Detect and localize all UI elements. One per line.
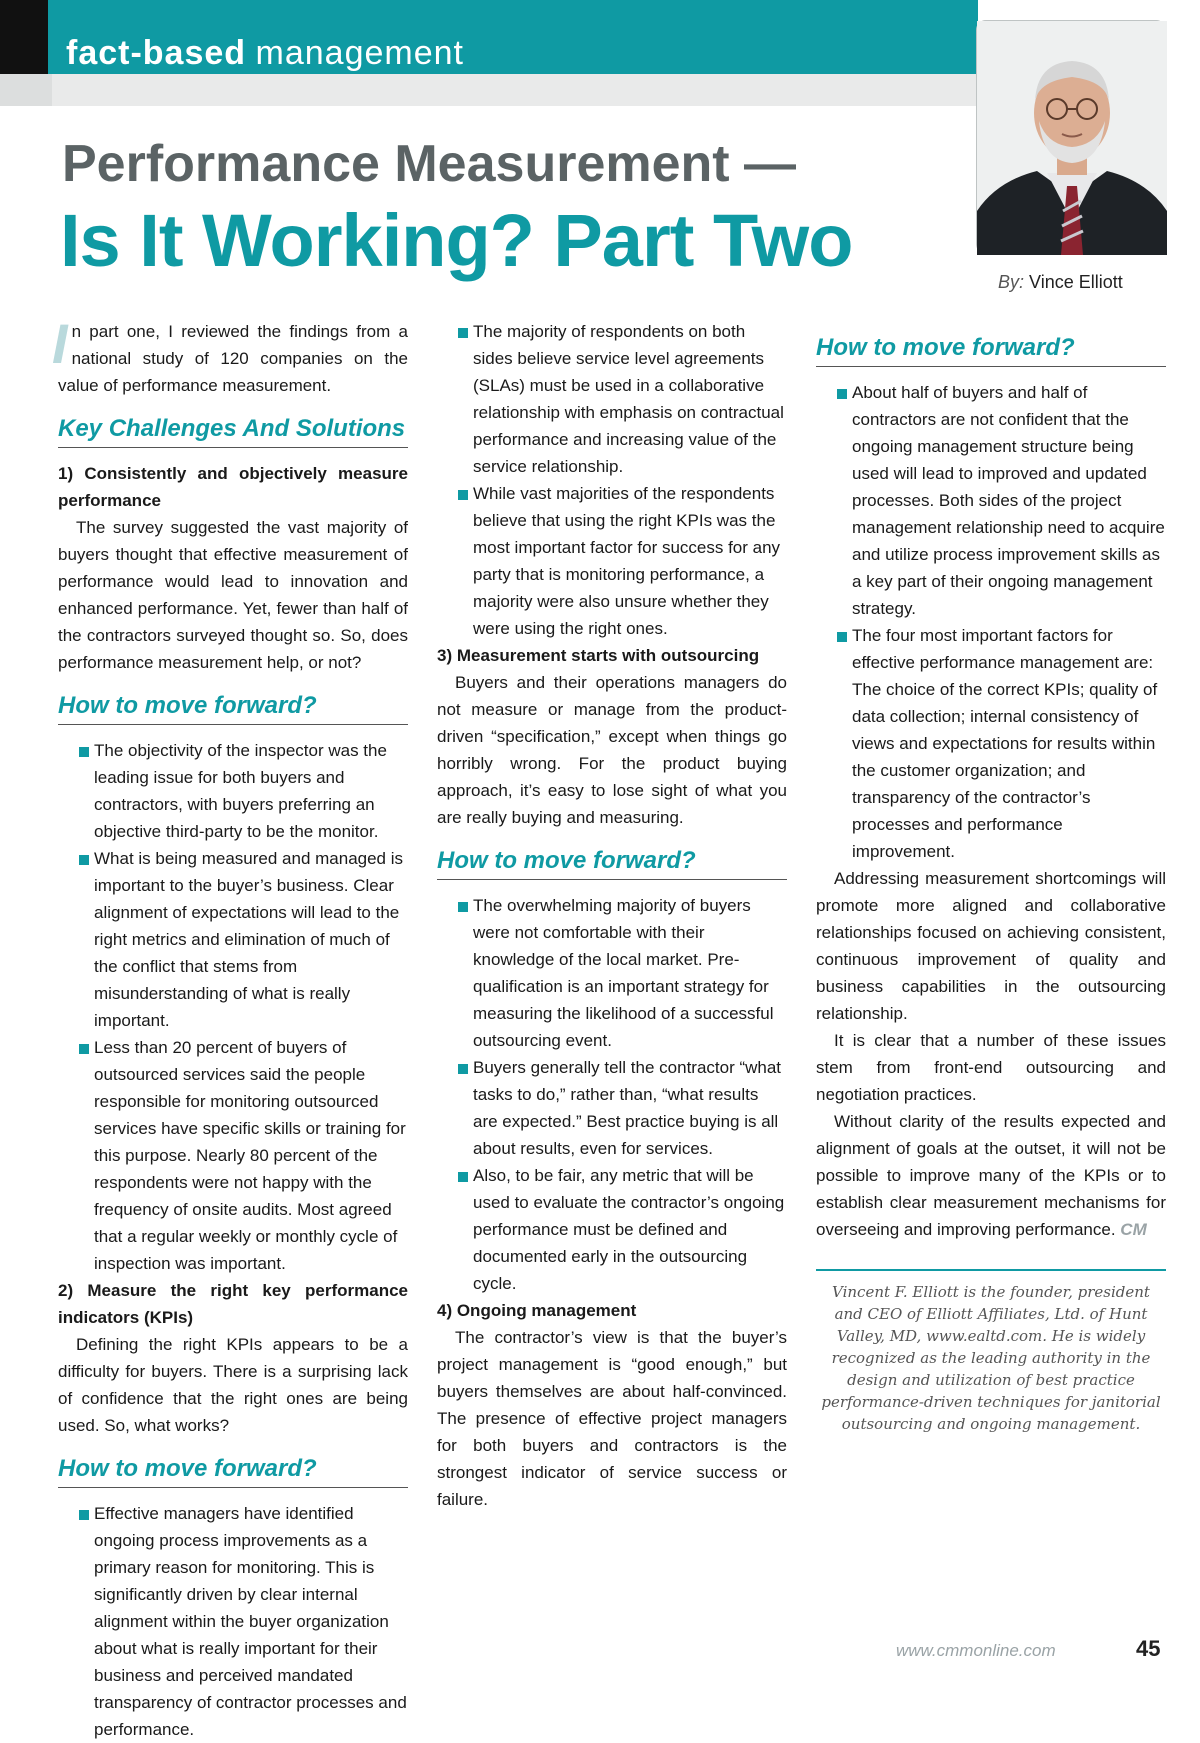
- bullet-item: While vast majorities of the respondents believe that using the right KPIs was the most important factor for success for any party that is monitoring performance, a majority were also unsure whether they were using the right ones.: [437, 480, 787, 642]
- section-2-body: Defining the right KPIs appears to be a difficulty for buyers. There is a surprising lack of confidence that the right ones are being used. So, what works?: [58, 1335, 408, 1435]
- column-3: [816, 318, 1166, 1435]
- section-3-body: Buyers and their operations managers do not measure or manage from the product-driven “specification,” except when things go horribly wrong. For the product buying approach, it’s easy to lose sight of what you are really buying and measuring.: [437, 673, 787, 827]
- closing-paragraph-3-text: Without clarity of the results expected and alignment of goals at the outset, it will not be possible to improve many of the KPIs or to establish clear measurement mechanisms for overseeing and improving performance.: [816, 1112, 1166, 1239]
- bullet-item: About half of buyers and half of contractors are not confident that the ongoing management structure being used will lead to improved and updated processes. Both sides of the project management relationship need to acquire and utilize process improvement skills as a key part of their ongoing management strategy.: [816, 379, 1166, 622]
- byline: [998, 272, 1123, 293]
- section-3-bullets: [437, 892, 787, 1297]
- header-black-tab: [0, 0, 48, 74]
- footer-url[interactable]: www.cmmonline.com: [896, 1641, 1056, 1660]
- end-mark: CM: [1120, 1220, 1147, 1239]
- title-line-2: Is It Working? Part Two: [60, 199, 853, 282]
- section-2-heading: 2) Measure the right key performance indicators (KPIs): [58, 1281, 408, 1327]
- section-2-bullets-b: [437, 318, 787, 642]
- bullet-item: The overwhelming majority of buyers were not comfortable with their knowledge of the local market. Pre-qualification is an important strategy for measuring the likelihood of a successful outsourcing event.: [437, 892, 787, 1054]
- bullet-item: Effective managers have identified ongoing process improvements as a primary reason for monitoring. This is significantly driven by clear internal alignment within the buyer organization about what is really important for their business and perceived mandated transparency of contractor processes and performance.: [58, 1500, 408, 1743]
- intro-text: n part one, I reviewed the findings from a national study of 120 companies on the value of performance measurement.: [58, 322, 408, 395]
- subhead-move-forward-4: How to move forward?: [816, 332, 1166, 367]
- bullet-item: Less than 20 percent of buyers of outsourced services said the people responsible for monitoring outsourced services have specific skills or training for this purpose. Nearly 80 percent of the respondents were not happy with the frequency of onsite audits. Most agreed that a regular weekly or monthly cycle of inspection was important.: [58, 1034, 408, 1277]
- section-1-body: The survey suggested the vast majority of buyers thought that effective measurement of performance would lead to innovation and enhanced performance. Yet, fewer than half of the contractors surveyed thought so. So, does performance measurement help, or not?: [58, 518, 408, 672]
- header-grey-strip: [0, 74, 978, 106]
- author-bio: Vincent F. Elliott is the founder, president and CEO of Elliott Affiliates, Ltd. of Hunt Valley, MD, www.ealtd.com. He is widely recognized as the leading authority in the design and utilization of best practice performance-driven techniques for janitorial outsourcing and ongoing management.: [816, 1269, 1166, 1435]
- byline-author: Vince Elliott: [1029, 272, 1123, 292]
- subhead-move-forward-2: How to move forward?: [58, 1453, 408, 1488]
- section-4-heading: 4) Ongoing management: [437, 1301, 637, 1320]
- drop-cap: I: [52, 312, 68, 375]
- byline-label: By:: [998, 272, 1025, 292]
- bullet-item: What is being measured and managed is important to the buyer’s business. Clear alignment of expectations will lead to the right metrics and elimination of much of the conflict that stems from misunderstanding of what is really important.: [58, 845, 408, 1034]
- closing-paragraph-3: [816, 1108, 1166, 1243]
- section-3-heading: 3) Measurement starts with outsourcing: [437, 646, 760, 665]
- column-1: [52, 312, 408, 1743]
- page-number: 45: [1136, 1636, 1161, 1661]
- bullet-item: The majority of respondents on both sides believe service level agreements (SLAs) must be used in a collaborative relationship with emphasis on contractual performance and increasing value of the service relationship.: [437, 318, 787, 480]
- section-4-bullets: [816, 379, 1166, 865]
- title-line-1: Performance Measurement —: [62, 135, 797, 193]
- subhead-move-forward-3: How to move forward?: [437, 845, 787, 880]
- column-2: [437, 318, 787, 1513]
- section-label-light: management: [255, 34, 464, 72]
- author-portrait-image: [977, 21, 1167, 255]
- bullet-item: The four most important factors for effective performance management are: The choice of the correct KPIs; quality of data collection; internal consistency of views and expectations for results within the customer organization; and transparency of the contractor’s processes and performance improvement.: [816, 622, 1166, 865]
- section-label-strong: fact-based: [66, 34, 247, 72]
- section-2-bullets-a: [58, 1500, 408, 1743]
- closing-paragraph-2: It is clear that a number of these issues stem from front-end outsourcing and negotiation practices.: [816, 1031, 1166, 1104]
- section-1-bullets: [58, 737, 408, 1277]
- section-4-body: The contractor’s view is that the buyer’s project management is “good enough,” but buyers themselves are about half-convinced. The presence of effective project managers for both buyers and contractors is the strongest indicator of service success or failure.: [437, 1328, 787, 1509]
- subhead-move-forward-1: How to move forward?: [58, 690, 408, 725]
- author-photo: [976, 20, 1166, 254]
- section-1-heading: 1) Consistently and objectively measure performance: [58, 464, 408, 510]
- bullet-item: Also, to be fair, any metric that will be used to evaluate the contractor’s ongoing performance must be defined and documented early in the outsourcing cycle.: [437, 1162, 787, 1297]
- subhead-key-challenges: Key Challenges And Solutions: [58, 413, 408, 448]
- bullet-item: Buyers generally tell the contractor “what tasks to do,” rather than, “what results are expected.” Best practice buying is all about results, even for services.: [437, 1054, 787, 1162]
- closing-paragraph-1: Addressing measurement shortcomings will promote more aligned and collaborative relationships focused on achieving consistent, continuous improvement of quality and business capabilities in the outsourcing relationship.: [816, 869, 1166, 1023]
- bullet-item: The objectivity of the inspector was the leading issue for both buyers and contractors, with buyers preferring an objective third-party to be the monitor.: [58, 737, 408, 845]
- section-label: [66, 34, 464, 73]
- intro-paragraph: [52, 312, 408, 399]
